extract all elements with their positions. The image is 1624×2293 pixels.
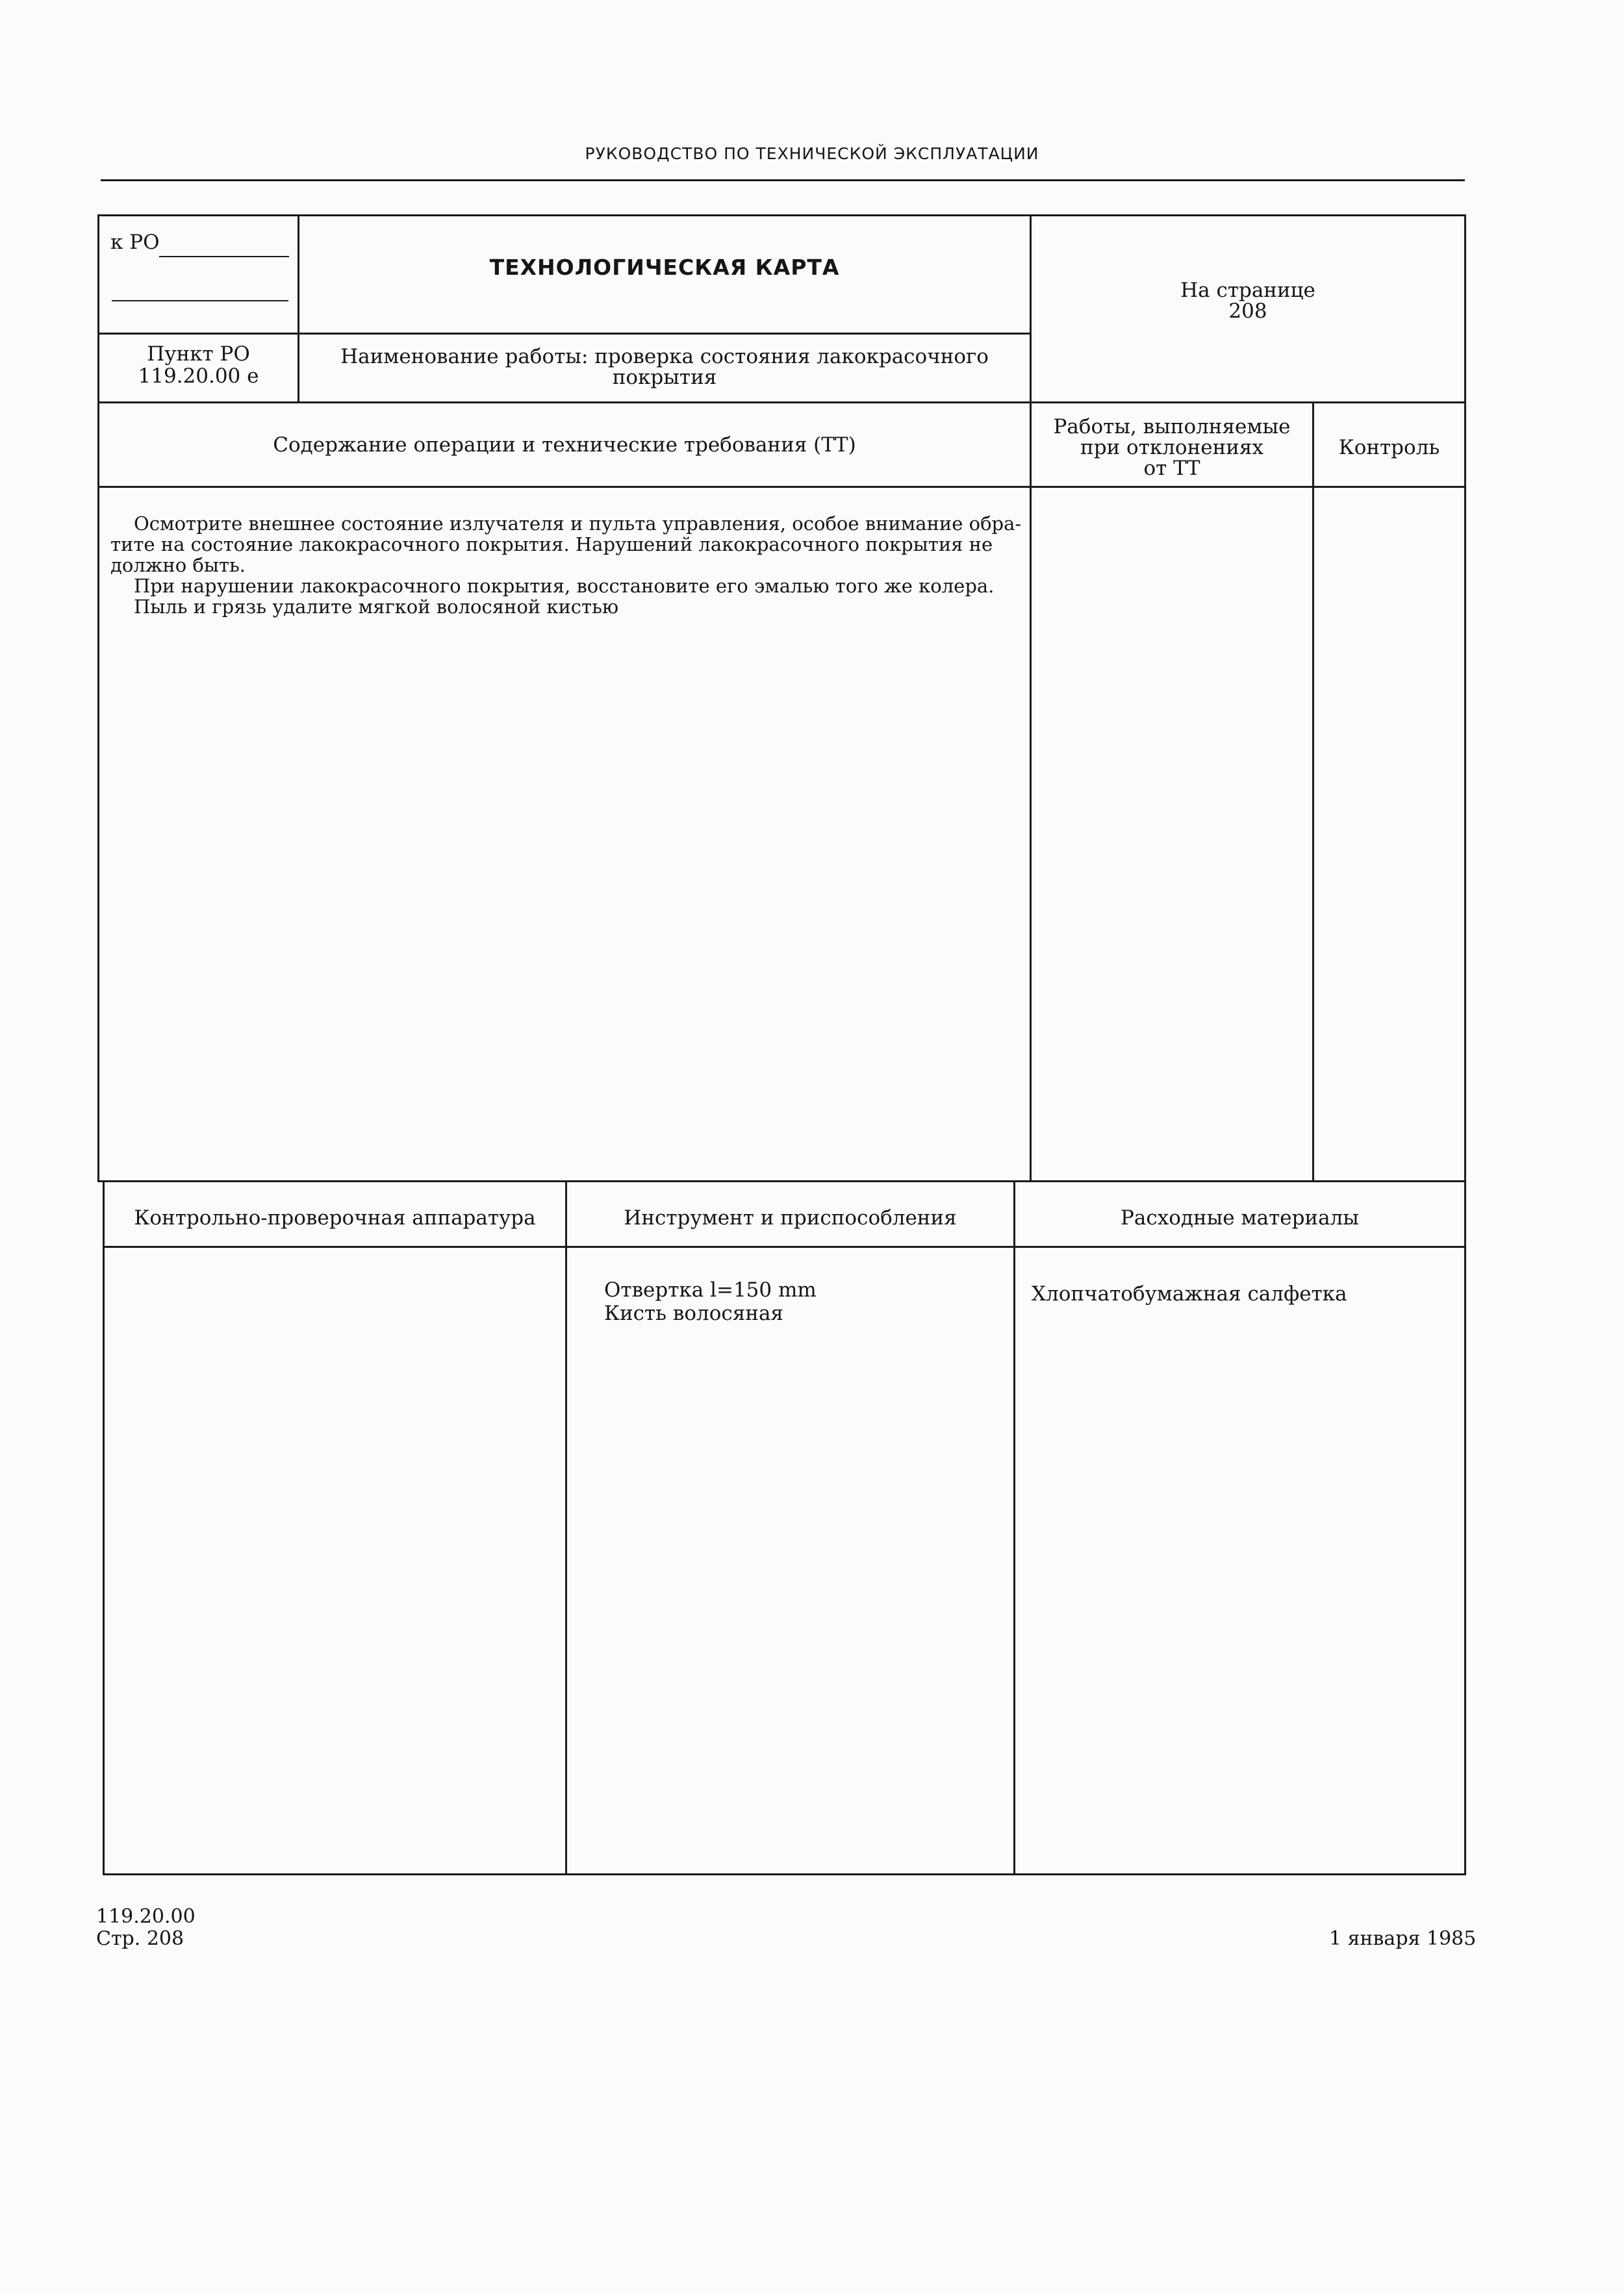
list-item: Отвертка l=150 mm — [604, 1278, 817, 1302]
list-item: Кисть волосяная — [604, 1302, 783, 1325]
work-name-line-1: Наименование работы: проверка состояния лакокрасочного — [340, 345, 989, 368]
lower-divider-1 — [565, 1180, 567, 1875]
materials-list — [1032, 1282, 1347, 1306]
card-title: ТЕХНОЛОГИЧЕСКАЯ КАРТА — [489, 255, 840, 280]
tools-list — [604, 1278, 817, 1325]
column-header-rule — [97, 486, 1466, 488]
card-bottom-rule — [97, 1180, 1466, 1182]
ref-label: к РО — [110, 231, 160, 254]
footer-page: Стр. 208 — [96, 1927, 184, 1950]
header-mid-rule — [97, 333, 1031, 335]
item-number: 119.20.00 е — [138, 364, 259, 388]
page-number: 208 — [1228, 299, 1267, 323]
item-label: Пункт РО — [147, 342, 250, 366]
deviation-header-line-3: от ТТ — [1143, 457, 1200, 480]
lower-left-border — [103, 1180, 105, 1875]
deviation-header-line-1: Работы, выполняемые — [1053, 415, 1291, 438]
content-line: тите на состояние лакокрасочного покрытия. Нарушений лакокрасочного покрытия не — [110, 533, 993, 555]
footer-date: 1 января 1985 — [1329, 1927, 1477, 1950]
lower-divider-2 — [1013, 1180, 1015, 1875]
header-divider-right — [1030, 214, 1032, 1182]
card-right-border — [1464, 214, 1466, 1182]
lower-header-rule — [103, 1246, 1466, 1248]
ref-blank-line-1 — [159, 256, 289, 257]
list-item: Хлопчатобумажная салфетка — [1032, 1282, 1347, 1306]
control-column-header: Контроль — [1338, 436, 1440, 459]
content-line: Пыль и грязь удалите мягкой волосяной кистью — [134, 596, 619, 618]
lower-right-border — [1464, 1180, 1466, 1875]
ref-blank-line-2 — [112, 300, 288, 301]
lower-bottom-rule — [103, 1873, 1466, 1875]
work-name-line-2: покрытия — [612, 366, 717, 389]
footer-doc-number: 119.20.00 — [96, 1905, 196, 1928]
card-top-border — [97, 214, 1466, 216]
control-divider — [1312, 403, 1314, 1182]
equipment-header: Контрольно-проверочная аппаратура — [134, 1206, 536, 1230]
content-line: Осмотрите внешнее состояние излучателя и пульта управления, особое внимание обра- — [134, 513, 1022, 535]
header-bottom-rule — [97, 401, 1466, 403]
header-rule — [101, 179, 1465, 181]
operation-content — [110, 513, 1026, 617]
tools-header: Инструмент и приспособления — [624, 1206, 957, 1230]
content-line: должно быть. — [110, 554, 246, 576]
page-label: На странице — [1180, 279, 1315, 302]
deviation-header-line-2: при отклонениях — [1080, 436, 1263, 459]
materials-header: Расходные материалы — [1121, 1206, 1359, 1230]
running-head: РУКОВОДСТВО ПО ТЕХНИЧЕСКОЙ ЭКСПЛУАТАЦИИ — [585, 144, 1039, 163]
content-column-header: Содержание операции и технические требования (ТТ) — [273, 433, 856, 457]
content-line: При нарушении лакокрасочного покрытия, восстановите его эмалью того же колера. — [134, 575, 995, 597]
